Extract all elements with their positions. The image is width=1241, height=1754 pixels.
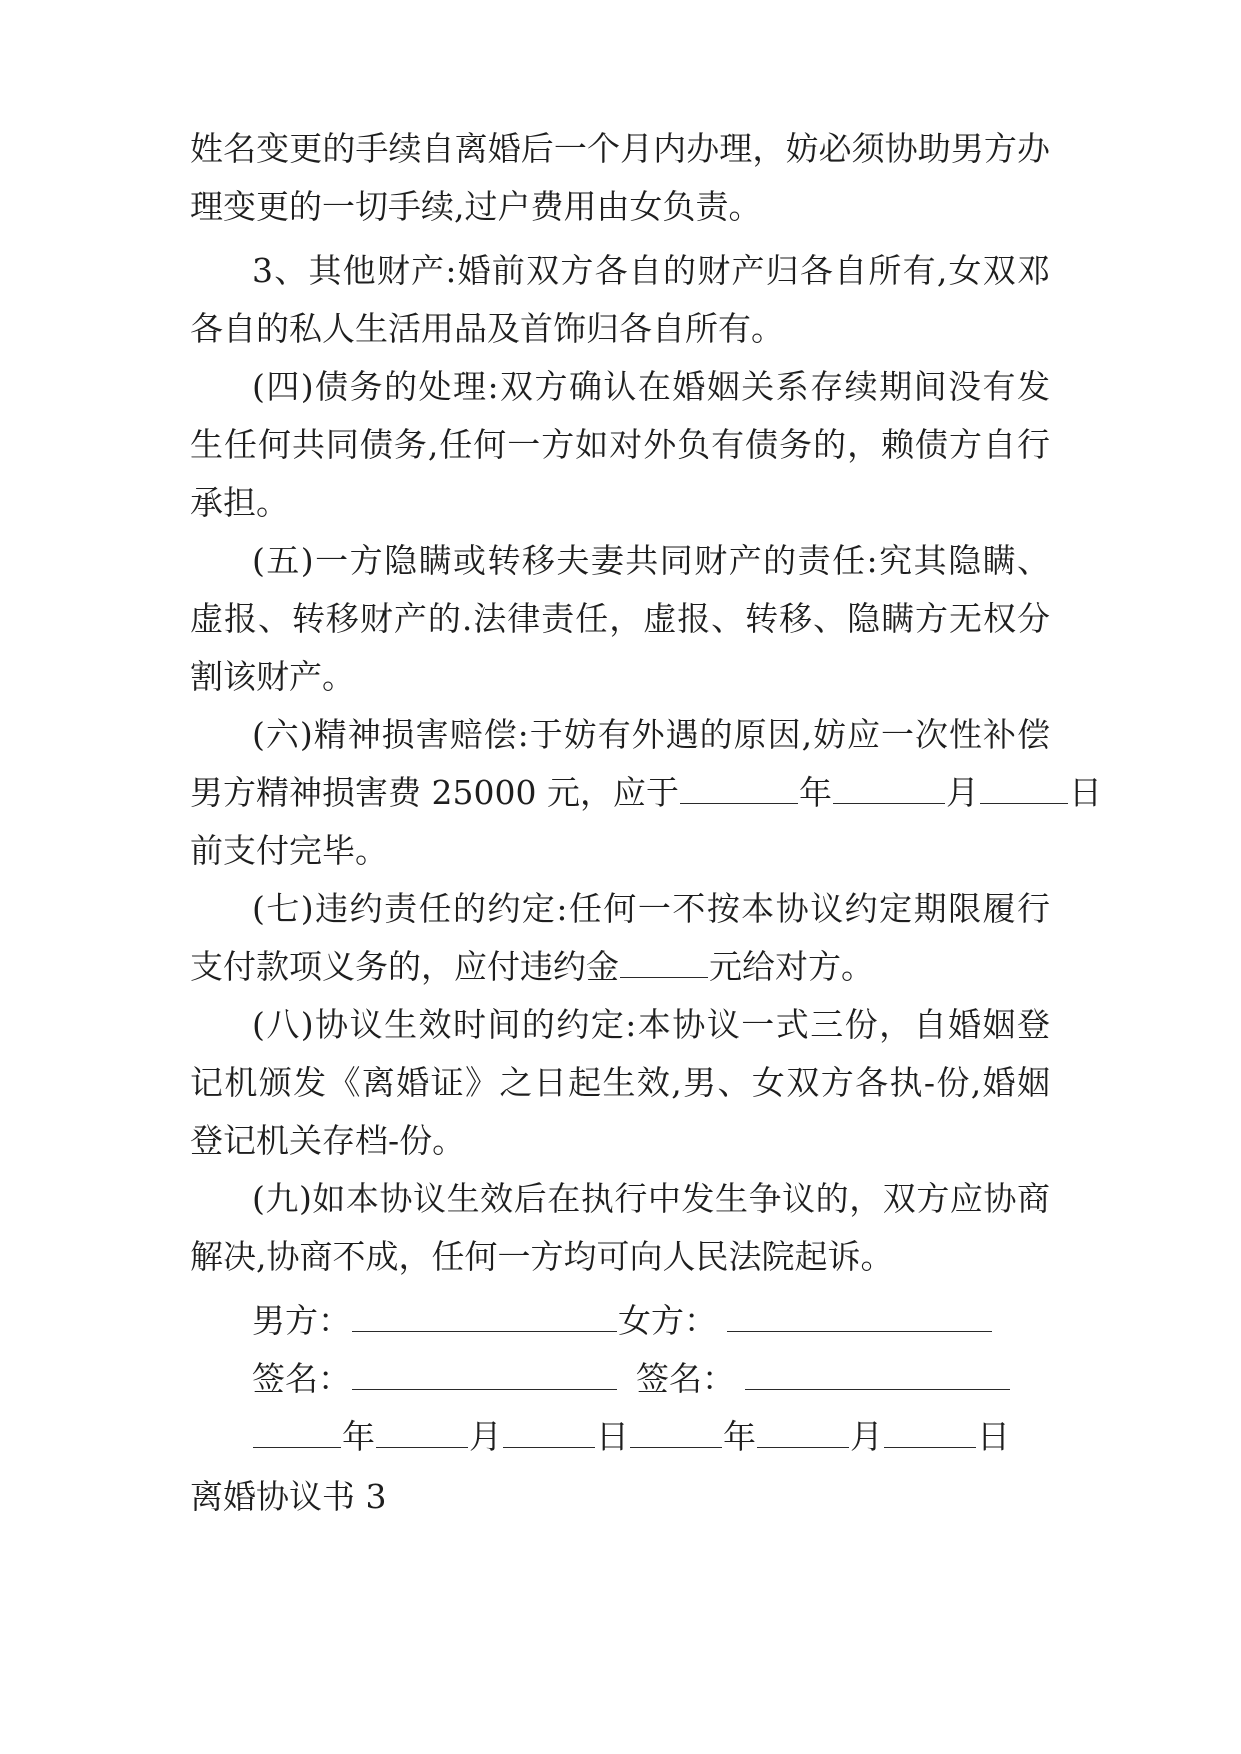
text-segment: 年 [798,773,832,812]
female-party-label: 女方： [618,1301,717,1340]
text-segment: 支付款项义务的，应付违约金 [190,947,619,986]
text-segment: 月 [469,1417,502,1456]
blank-field [680,773,798,804]
paragraph-line: (七)违约责任的约定:任何一不按本协议约定期限履行 [252,889,1050,928]
female-sign-blank [745,1359,1010,1390]
paragraph-line: 登记机关存档-份。 [190,1121,466,1160]
paragraph-line: (八)协议生效时间的约定:本协议一式三份，自婚姻登 [252,1005,1050,1044]
blank-field [630,1417,722,1448]
paragraph-line: (四)债务的处理:双方确认在婚姻关系存续期间没有发 [252,367,1050,406]
signature-line-party [252,1296,1112,1346]
text-segment: 月 [850,1417,883,1456]
male-sign-label: 签名： [252,1359,351,1398]
blank-field [620,947,708,978]
paragraph-line: 承担。 [190,483,289,522]
paragraph-line: 姓名变更的手续自离婚后一个月内办理，妨必须协助男方办 [190,129,1050,168]
text-segment: 日 [977,1417,1010,1456]
paragraph-line [190,942,1050,992]
paragraph-line: (六)精神损害赔偿:于妨有外遇的原因,妨应一次性补偿 [252,715,1050,754]
paragraph-line: (九)如本协议生效后在执行中发生争议的，双方应协商 [252,1179,1050,1218]
paragraph-line: 割该财产。 [190,657,355,696]
paragraph-line: 虚报、转移财产的.法律责任，虚报、转移、隐瞒方无权分 [190,599,1050,638]
paragraph-line: 理变更的一切手续,过户费用由女负责。 [190,187,762,226]
text-segment: 年 [723,1417,756,1456]
paragraph-line [190,768,1102,818]
blank-field [376,1417,468,1448]
date-line [252,1412,1112,1462]
paragraph-line: 前支付完毕。 [190,831,388,870]
section-heading: 离婚协议书 3 [190,1477,387,1516]
blank-field [833,773,945,804]
text-segment: 男方精神损害费 25000 元，应于 [190,773,679,812]
blank-field [980,773,1068,804]
text-segment: 年 [342,1417,375,1456]
paragraph-line: 解决,协商不成，任何一方均可向人民法院起诉。 [190,1237,894,1276]
paragraph-line: 生任何共同债务,任何一方如对外负有债务的，赖债方自行 [190,425,1050,464]
male-party-label: 男方： [252,1301,351,1340]
blank-field [503,1417,595,1448]
blank-field [253,1417,341,1448]
paragraph-line: 3、其他财产:婚前双方各自的财产归各自所有,女双邓 [252,251,1050,290]
text-segment: 日 [596,1417,629,1456]
male-sign-blank [352,1359,617,1390]
blank-field [757,1417,849,1448]
paragraph-line: 各自的私人生活用品及首饰归各自所有。 [190,309,784,348]
female-party-blank [727,1301,992,1332]
paragraph-line: (五)一方隐瞒或转移夫妻共同财产的责任:究其隐瞒、 [252,541,1050,580]
signature-line-sign [252,1354,1112,1404]
male-party-blank [352,1301,617,1332]
text-segment: 日 [1068,773,1102,812]
blank-field [884,1417,976,1448]
female-sign-label: 签名： [636,1359,735,1398]
text-segment: 元给对方。 [709,947,874,986]
text-segment: 月 [945,773,979,812]
paragraph-line: 记机颁发《离婚证》之日起生效,男、女双方各执-份,婚姻 [190,1063,1050,1102]
